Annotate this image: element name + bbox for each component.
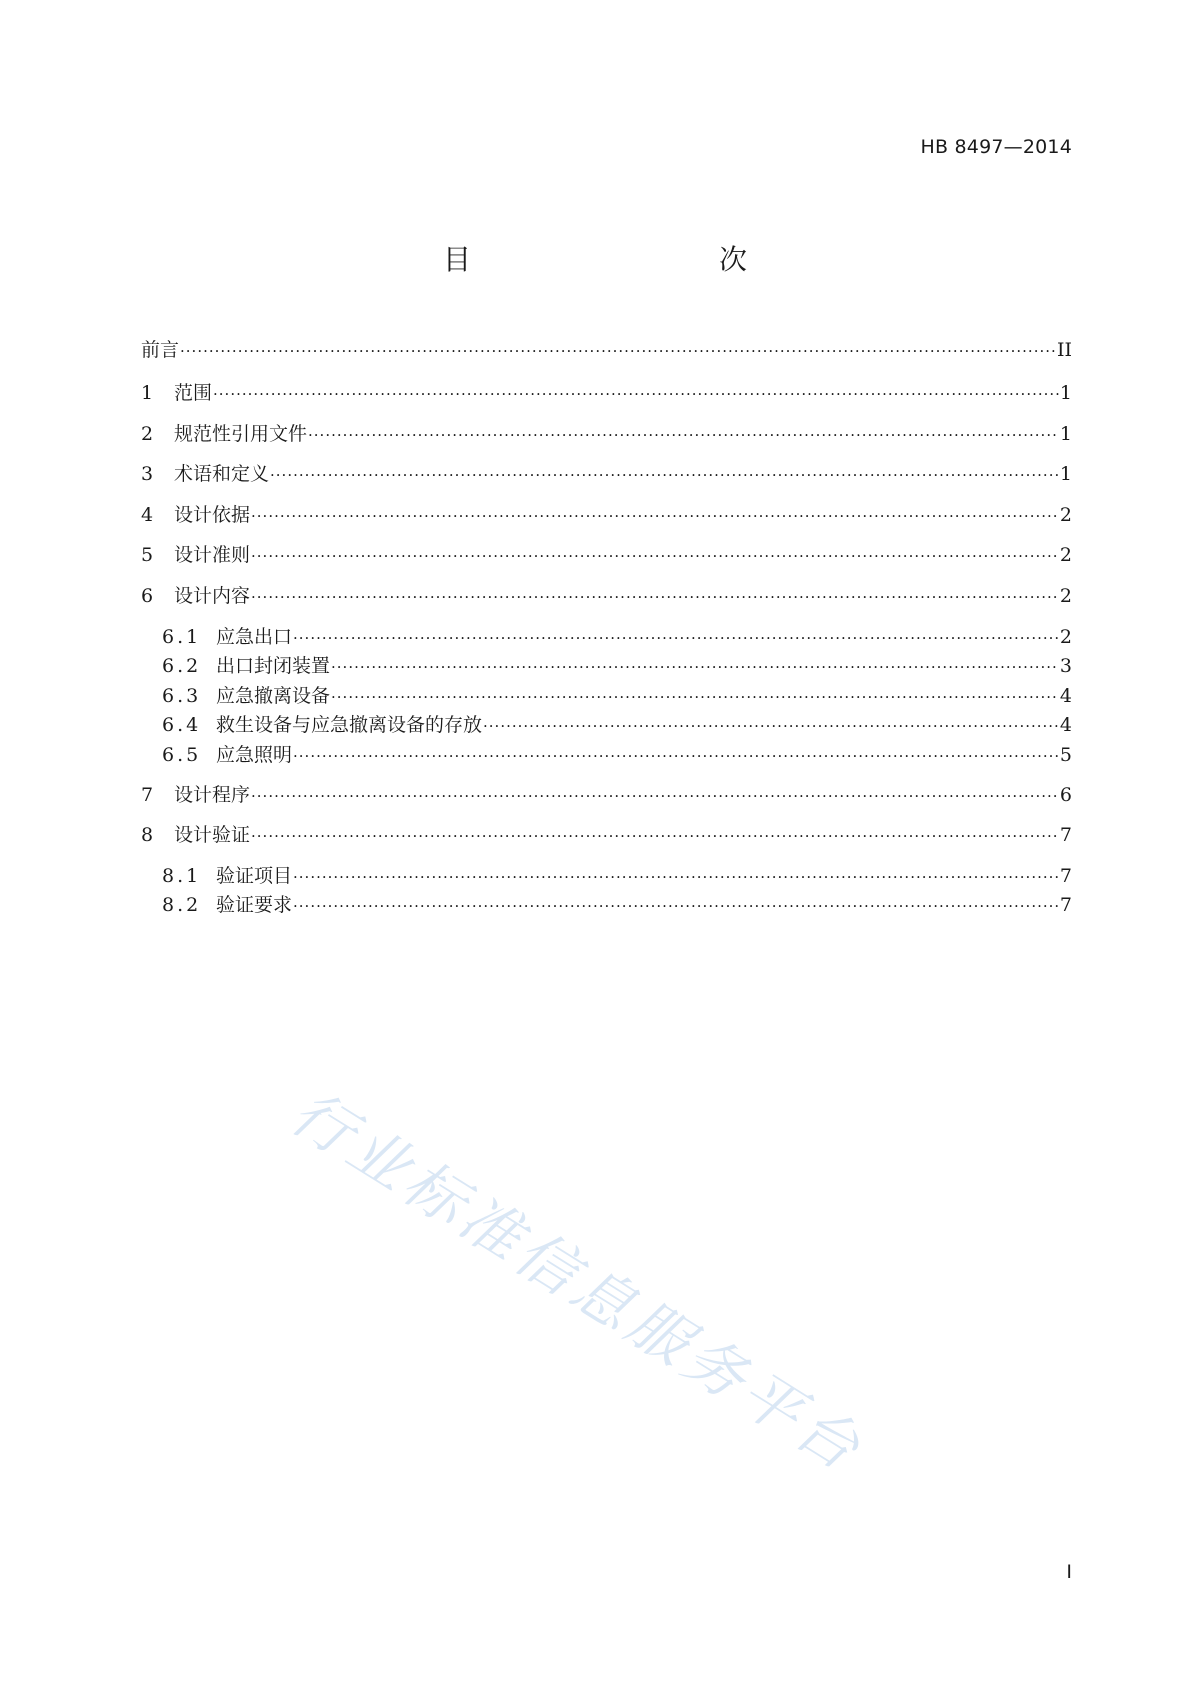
toc-entry[interactable] (141, 823, 1072, 848)
toc-entry-number: 6.5 (162, 744, 202, 766)
toc-leader-dots (293, 865, 1059, 889)
watermark: 行业标准信息服务平台 (278, 1077, 876, 1487)
toc-entry-page: 2 (1059, 504, 1072, 526)
toc-entry[interactable] (141, 462, 1072, 487)
toc-entry[interactable] (141, 584, 1072, 609)
toc-leader-dots (308, 423, 1059, 447)
toc-entry-page: 2 (1059, 626, 1072, 648)
toc-entry-number: 3 (141, 463, 154, 485)
toc-entry-page: 4 (1059, 714, 1072, 736)
toc-entry-label: 前言 (141, 339, 180, 361)
toc-entry-page: 7 (1059, 824, 1072, 846)
toc-leader-dots (293, 626, 1059, 650)
toc-entry-label: 应急照明 (216, 744, 293, 766)
toc-entry-label: 验证要求 (216, 894, 293, 916)
toc-entry-preface[interactable] (141, 338, 1072, 363)
toc-entry-page: 3 (1059, 655, 1072, 677)
toc-entry-number: 6.2 (162, 655, 202, 677)
toc-leader-dots (251, 824, 1059, 848)
toc-entry-label: 验证项目 (216, 865, 293, 887)
toc-entry[interactable] (141, 543, 1072, 568)
toc-subentry[interactable] (162, 864, 1072, 889)
toc-entry-number: 6.1 (162, 626, 202, 648)
toc-entry[interactable] (141, 503, 1072, 528)
toc-leader-dots (331, 685, 1059, 709)
toc-entry[interactable] (141, 422, 1072, 447)
toc-leader-dots (293, 894, 1059, 918)
toc-leader-dots (180, 339, 1056, 363)
toc-entry-page: II (1056, 339, 1072, 361)
toc-entry-label: 设计程序 (174, 784, 251, 806)
toc-entry-page: 4 (1059, 685, 1072, 707)
toc-entry-page: 5 (1059, 744, 1072, 766)
toc-leader-dots (213, 382, 1059, 406)
toc-entry-number: 5 (141, 544, 154, 566)
toc-subentry[interactable] (162, 743, 1072, 768)
toc-subentry[interactable] (162, 654, 1072, 679)
toc-leader-dots (331, 655, 1059, 679)
toc-entry-label: 术语和定义 (174, 463, 270, 485)
toc-leader-dots (251, 544, 1059, 568)
toc-entry-number: 8 (141, 824, 154, 846)
toc-entry-label: 设计内容 (174, 585, 251, 607)
toc-entry[interactable] (141, 783, 1072, 808)
toc-leader-dots (251, 784, 1059, 808)
toc-leader-dots (251, 504, 1059, 528)
toc-entry-number: 8.1 (162, 865, 202, 887)
toc-entry-page: 1 (1059, 463, 1072, 485)
toc-entry-page: 2 (1059, 544, 1072, 566)
toc-entry-number: 2 (141, 423, 154, 445)
toc-entry-label: 设计依据 (174, 504, 251, 526)
toc-entry-number: 7 (141, 784, 154, 806)
toc-leader-dots (270, 463, 1059, 487)
toc-entry-label: 应急出口 (216, 626, 293, 648)
toc-subentry[interactable] (162, 893, 1072, 918)
toc-entry-number: 8.2 (162, 894, 202, 916)
toc-entry-label: 设计准则 (174, 544, 251, 566)
toc-leader-dots (483, 714, 1059, 738)
toc-leader-dots (293, 744, 1059, 768)
toc-entry-label: 规范性引用文件 (174, 423, 308, 445)
toc-entry-page: 1 (1059, 423, 1072, 445)
toc-entry-label: 应急撤离设备 (216, 685, 331, 707)
toc-entry-label: 出口封闭装置 (216, 655, 331, 677)
document-code: HB 8497—2014 (920, 136, 1072, 158)
toc-subentry[interactable] (162, 684, 1072, 709)
toc-entry-number: 1 (141, 382, 154, 404)
toc-entry-label: 救生设备与应急撤离设备的存放 (216, 714, 483, 736)
toc-subentry[interactable] (162, 713, 1072, 738)
toc-subentry[interactable] (162, 625, 1072, 650)
toc-entry-page: 7 (1059, 894, 1072, 916)
toc-entry-page: 7 (1059, 865, 1072, 887)
toc-entry-label: 范围 (174, 382, 213, 404)
page-title: 目 次 (442, 243, 811, 276)
toc-entry-number: 6.4 (162, 714, 202, 736)
toc-entry-page: 2 (1059, 585, 1072, 607)
toc-entry-page: 1 (1059, 382, 1072, 404)
page-number: I (1066, 1561, 1072, 1583)
toc-entry-label: 设计验证 (174, 824, 251, 846)
toc-entry[interactable] (141, 381, 1072, 406)
toc-leader-dots (251, 585, 1059, 609)
toc-entry-number: 6.3 (162, 685, 202, 707)
toc-entry-number: 4 (141, 504, 154, 526)
toc-entry-page: 6 (1059, 784, 1072, 806)
toc-entry-number: 6 (141, 585, 154, 607)
